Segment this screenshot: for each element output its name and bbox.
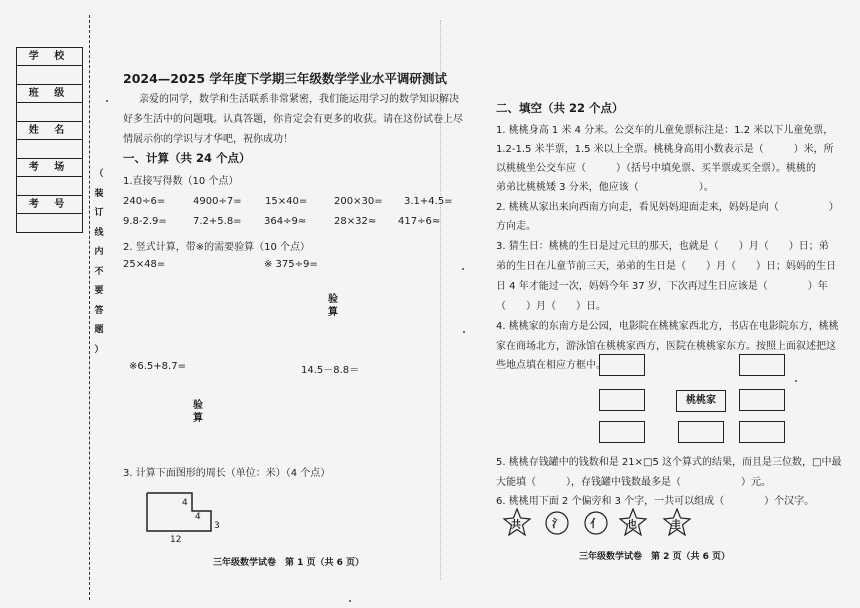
exam-number-field bbox=[17, 196, 82, 232]
p3-line-2: 弟的生日在儿童节前三天，弟弟的生日是（ ）月（ ）日；妈妈的生日 bbox=[496, 261, 836, 272]
fig-label-bottom: 12 bbox=[170, 535, 182, 545]
class-field bbox=[17, 85, 82, 122]
q1-item: 417÷6≈ bbox=[398, 216, 441, 227]
p3-line-4: （ ）月（ ）日。 bbox=[496, 301, 606, 312]
school-label: 学 校 bbox=[17, 48, 82, 66]
scan-speck bbox=[795, 380, 797, 382]
intro-line-1: 亲爱的同学，数学和生活联系非常紧密，我们能运用学习的数学知识解决 bbox=[139, 94, 459, 105]
map-box-east bbox=[739, 389, 785, 411]
scan-speck bbox=[349, 600, 351, 602]
fig-label-mid: 4 bbox=[195, 512, 201, 522]
q1-item: 240÷6= bbox=[123, 196, 166, 207]
p5-line-2: 大能填（ ），存钱罐中钱数最多是（ ）元。 bbox=[496, 477, 771, 488]
map-box-west bbox=[599, 389, 645, 411]
intro-line-3: 情展示你的学识与才华吧，祝你成功！ bbox=[123, 134, 293, 145]
radical-circle-person bbox=[583, 510, 609, 536]
q1-item: 28×32≈ bbox=[334, 216, 377, 227]
binding-char: ） bbox=[94, 344, 104, 355]
verify-label: 验 bbox=[193, 400, 203, 411]
binding-char: 内 bbox=[94, 247, 104, 257]
school-field bbox=[17, 48, 82, 85]
radical-star-gong bbox=[502, 508, 532, 538]
scan-speck bbox=[463, 331, 465, 333]
q1-item: 9.8-2.9= bbox=[123, 216, 167, 227]
exam-room-label: 考 场 bbox=[17, 159, 82, 177]
verify-label: 验 bbox=[328, 294, 338, 305]
p1-line-4: 弟弟比桃桃矮 3 分米，他应该（ ）。 bbox=[496, 182, 714, 193]
p1-line-3: 以桃桃坐公交车应（ ）（括号中填免票、买半票或买全票）。桃桃的 bbox=[496, 163, 816, 174]
q1-item: 364÷9≈ bbox=[264, 216, 307, 227]
exam-title: 2024—2025 学年度下学期三年级数学学业水平调研测试 bbox=[123, 71, 447, 86]
p4-line-1: 4. 桃桃家的东南方是公园，电影院在桃桃家西北方，书店在电影院东方，桃桃 bbox=[496, 321, 839, 332]
fig-label-top: 4 bbox=[182, 498, 188, 508]
radical-circle-water bbox=[544, 510, 570, 536]
student-info-table bbox=[16, 47, 83, 233]
class-label: 班 级 bbox=[17, 85, 82, 103]
radical-text: 亻 bbox=[590, 517, 601, 530]
binding-char: （ bbox=[94, 169, 104, 179]
q2-title: 2. 竖式计算，带※的需要验算（10 个点） bbox=[123, 242, 311, 253]
map-box-southeast bbox=[739, 421, 785, 443]
map-box-northwest bbox=[599, 354, 645, 376]
exam-room-field bbox=[17, 159, 82, 196]
binding-char: 不 bbox=[94, 266, 104, 277]
map-box-northeast bbox=[739, 354, 785, 376]
map-box-southwest bbox=[599, 421, 645, 443]
radical-text: 也 bbox=[627, 520, 637, 531]
binding-char: 装 bbox=[94, 188, 104, 199]
page-2-footer: 三年级数学试卷 第 2 页（共 6 页） bbox=[579, 552, 731, 562]
binding-instruction bbox=[93, 165, 105, 360]
binding-char: 题 bbox=[94, 325, 104, 335]
binding-char: 线 bbox=[94, 227, 104, 238]
q1-item: 7.2+5.8= bbox=[193, 216, 242, 227]
q2-problem-c: ※6.5+8.7= bbox=[129, 361, 186, 372]
q1-title: 1.直接写得数（10 个点） bbox=[123, 176, 239, 187]
exam-number-label: 考 号 bbox=[17, 196, 82, 214]
radical-text: 共 bbox=[511, 520, 521, 531]
q1-item: 4900÷7= bbox=[193, 196, 242, 207]
page-1-footer: 三年级数学试卷 第 1 页（共 6 页） bbox=[213, 558, 365, 568]
radical-text: 圭 bbox=[671, 520, 681, 531]
radical-text: 氵 bbox=[552, 517, 563, 530]
p4-line-3: 些地点填在相应方框中。 bbox=[496, 360, 606, 371]
q2-problem-d: 14.5－8.8＝ bbox=[301, 365, 360, 376]
section-1-heading: 一、计算（共 24 个点） bbox=[123, 151, 251, 165]
p1-line-2: 1.2-1.5 米半票，1.5 米以上全票。桃桃身高用小数表示是（ ）米，所 bbox=[496, 144, 834, 155]
name-label: 姓 名 bbox=[17, 122, 82, 140]
fig-label-right: 3 bbox=[214, 521, 220, 531]
map-box-south bbox=[678, 421, 724, 443]
verify-label: 算 bbox=[328, 307, 338, 318]
q1-item: 3.1+4.5= bbox=[404, 196, 453, 207]
p4-line-2: 家在商场北方，游泳馆在桃桃家西方，医院在桃桃家东方。按照上面叙述把这 bbox=[496, 341, 836, 352]
scan-speck bbox=[462, 268, 464, 270]
section-2-heading: 二、填空（共 22 个点） bbox=[496, 101, 624, 115]
p2-line-1: 2. 桃桃从家出来向西南方向走，看见妈妈迎面走来，妈妈是向（ ） bbox=[496, 202, 839, 213]
p1-line-1: 1. 桃桃身高 1 米 4 分米。公交车的儿童免票标注是：1.2 米以下儿童免票， bbox=[496, 125, 834, 136]
binding-dashed-line bbox=[89, 15, 90, 600]
verify-label: 算 bbox=[193, 413, 203, 424]
home-box: 桃桃家 bbox=[676, 390, 726, 412]
l-shape-figure bbox=[140, 488, 220, 538]
radical-star-gui bbox=[662, 508, 692, 538]
q2-problem-a: 25×48= bbox=[123, 259, 166, 270]
p5-line-1: 5. 桃桃存钱罐中的钱数和是 21×□5 这个算式的结果，而且是三位数，□中最 bbox=[496, 457, 842, 468]
radical-star-ye bbox=[618, 508, 648, 538]
q1-item: 200×30= bbox=[334, 196, 383, 207]
intro-line-2: 好多生活中的问题哦。认真答题，你肯定会有更多的收获。请在这份试卷上尽 bbox=[123, 114, 463, 125]
p2-line-2: 方向走。 bbox=[496, 221, 536, 232]
binding-char: 订 bbox=[94, 208, 104, 218]
binding-char: 要 bbox=[94, 286, 104, 296]
q2-problem-b: ※ 375÷9= bbox=[264, 259, 318, 270]
p3-line-3: 日 4 年才能过一次，妈妈今年 37 岁，下次再过生日应该是（ ）年 bbox=[496, 281, 828, 292]
p6-line-1: 6. 桃桃用下面 2 个偏旁和 3 个字，一共可以组成（ ）个汉字。 bbox=[496, 496, 815, 507]
scan-speck bbox=[106, 100, 108, 102]
p3-line-1: 3. 猜生日：桃桃的生日是过元旦的那天，也就是（ ）月（ ）日；弟 bbox=[496, 241, 829, 252]
q1-item: 15×40= bbox=[265, 196, 308, 207]
q3-title: 3. 计算下面图形的周长（单位：米）（4 个点） bbox=[123, 468, 331, 479]
name-field bbox=[17, 122, 82, 159]
binding-char: 答 bbox=[94, 305, 104, 316]
